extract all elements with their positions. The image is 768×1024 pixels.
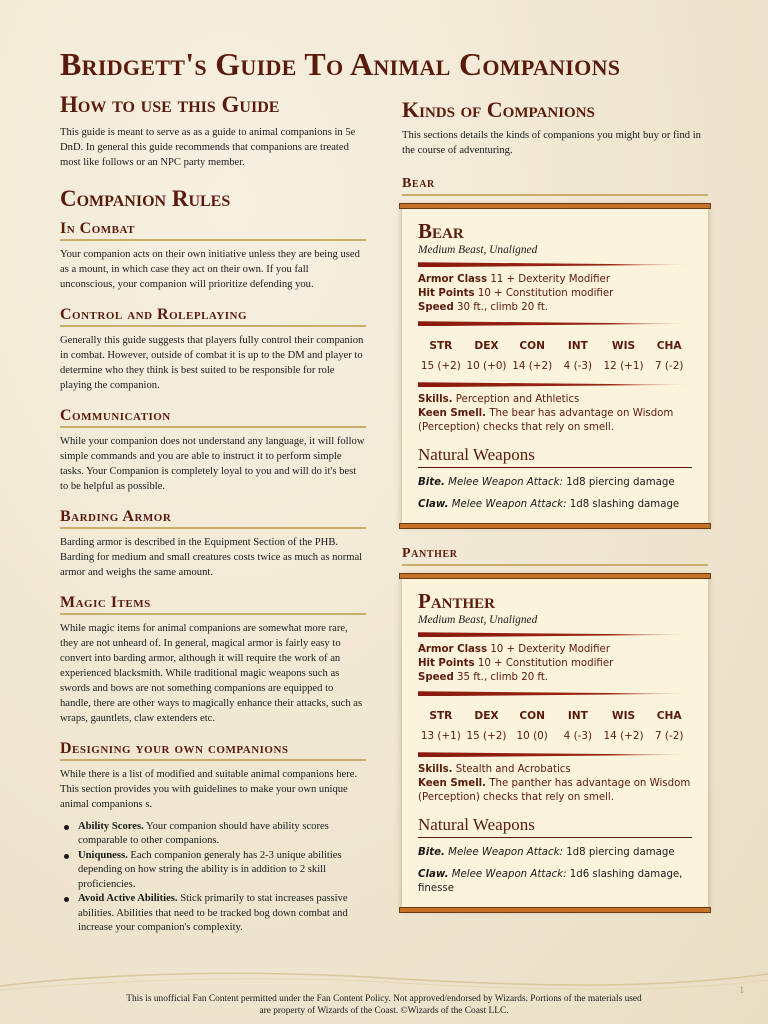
list-item xyxy=(60,820,366,849)
ability-wis xyxy=(601,710,647,742)
hit-points-label: Hit Points xyxy=(418,288,475,300)
trait-text: The bear has advantage on Wisdom xyxy=(489,408,674,420)
statblock-border-bottom xyxy=(399,523,711,529)
divider xyxy=(418,691,692,696)
natural-weapons-heading: Natural Weapons xyxy=(418,815,692,838)
ability-score: 15 (+2) xyxy=(466,730,507,743)
attack-name: Claw. xyxy=(418,869,449,881)
attack-name: Bite. xyxy=(418,477,445,489)
section-label-bear: Bear xyxy=(402,176,708,196)
section-body-communication: While your companion does not understand any language, it will follow simple commands and you are able to instruct it to perform simple tasks. Your Companion is completely loyal to you and will do it's best to be helpful as possible. xyxy=(60,435,365,492)
ability-name: WIS xyxy=(611,710,636,723)
ability-name: CHA xyxy=(656,340,682,353)
bullet-term: Ability Scores. xyxy=(78,820,144,832)
right-column xyxy=(402,98,708,910)
skills-label: Skills. xyxy=(418,394,453,406)
creature-type: Medium Beast, Unaligned xyxy=(418,614,538,627)
footer-line: This is unofficial Fan Content permitted under the Fan Content Policy. Not approved/endorsed by Wizards. Portions of the materials used xyxy=(126,994,642,1004)
statblock-bear xyxy=(402,206,708,526)
attack-type: Melee Weapon Attack: xyxy=(448,847,563,859)
ability-cha xyxy=(646,340,692,372)
skills-label: Skills. xyxy=(418,764,453,776)
skills-line xyxy=(418,393,692,407)
trait-label: Keen Smell. xyxy=(418,778,487,790)
armor-class-value: 11 + Dexterity Modifier xyxy=(490,274,611,286)
hit-points-value: 10 + Constitution modifier xyxy=(477,288,614,300)
ability-name: CHA xyxy=(656,710,682,723)
page-title: Bridgett's Guide To Animal Companions xyxy=(60,46,621,82)
ability-con xyxy=(509,710,555,742)
trait-line xyxy=(418,777,692,791)
divider xyxy=(418,321,692,326)
bullet-text: Stick primarily to stat increases passive abilities. Abilities that need to be tracked bog down combat and increase your companion's complexity. xyxy=(78,893,348,934)
bullet-text: Each companion generaly has 2-3 unique abilities depending on how string the ability is in addition to 2 skill proficiencies. xyxy=(78,849,342,890)
trait-line-continued: (Perception) checks that rely on smell. xyxy=(418,422,615,434)
ability-name: CON xyxy=(519,340,545,353)
skills-value: Perception and Athletics xyxy=(455,394,580,406)
ability-score: 4 (-3) xyxy=(563,360,593,373)
ability-score: 4 (-3) xyxy=(563,730,593,743)
footer-legal xyxy=(40,993,728,1017)
bullet-term: Avoid Active Abilities. xyxy=(78,893,178,905)
divider xyxy=(418,382,692,387)
bullet-text: Your companion should have ability scores comparable to other companions. xyxy=(78,820,329,847)
speed-line xyxy=(418,301,692,315)
section-heading-designing: Designing your own companions xyxy=(60,740,366,761)
bullet-icon xyxy=(64,825,69,830)
section-label-panther: Panther xyxy=(402,546,708,566)
ability-score: 7 (-2) xyxy=(655,360,684,373)
kinds-heading: Kinds of Companions xyxy=(402,97,595,122)
bullet-term: Uniquness. xyxy=(78,849,128,861)
ability-con xyxy=(509,340,555,372)
section-heading-in-combat: In Combat xyxy=(60,220,366,241)
attack-bite xyxy=(418,476,692,490)
attack-type: Melee Weapon Attack: xyxy=(448,477,563,489)
ability-dex xyxy=(464,710,510,742)
statblock-border-bottom xyxy=(399,907,711,913)
ability-int xyxy=(555,710,601,742)
section-body-barding: Barding armor is described in the Equipment Section of the PHB. Barding for medium and small creatures costs twice as much as normal armor and weighs the same amount. xyxy=(60,536,363,578)
ability-name: STR xyxy=(429,340,453,353)
attack-name: Claw. xyxy=(418,499,449,511)
footer-line: are property of Wizards of the Coast. ©Wizards of the Coast LLC. xyxy=(259,1006,509,1016)
creature-name: Bear xyxy=(418,219,464,244)
divider xyxy=(418,262,692,267)
companion-rules-heading: Companion Rules xyxy=(60,186,231,212)
section-body-control: Generally this guide suggests that players fully control their companion in combat. However, outside of combat it is up to the DM and player to determine who they think is best suited to be responsible for role playing the companion. xyxy=(60,334,364,391)
ability-dex xyxy=(464,340,510,372)
attack-name: Bite. xyxy=(418,847,445,859)
skills-value: Stealth and Acrobatics xyxy=(455,764,571,776)
attack-type: Melee Weapon Attack: xyxy=(451,499,567,511)
footer-ornament xyxy=(0,968,768,996)
divider xyxy=(418,632,692,637)
trait-line xyxy=(418,407,692,421)
armor-class-label: Armor Class xyxy=(418,274,488,286)
ability-name: DEX xyxy=(474,710,499,723)
speed-value: 30 ft., climb 20 ft. xyxy=(457,302,549,314)
section-heading-communication: Communication xyxy=(60,407,366,428)
statblock-border-top xyxy=(399,573,711,579)
speed-label: Speed xyxy=(418,672,454,684)
ability-name: INT xyxy=(567,710,588,723)
hit-points-label: Hit Points xyxy=(418,658,475,670)
trait-text: The panther has advantage on Wisdom xyxy=(489,778,691,790)
list-item xyxy=(60,849,366,893)
design-guidelines-list xyxy=(60,820,366,936)
how-to-body: This guide is meant to serve as as a guide to animal companions in 5e DnD. In general this guide recommends that companions are treated most like follows or an NPC party member. xyxy=(60,127,356,169)
statblock-panther xyxy=(402,576,708,910)
attack-type: Melee Weapon Attack: xyxy=(451,869,567,881)
speed-line xyxy=(418,671,692,685)
ability-int xyxy=(555,340,601,372)
ability-str xyxy=(418,710,464,742)
creature-name: Panther xyxy=(418,589,496,614)
ability-scores xyxy=(418,702,692,746)
divider xyxy=(418,752,692,757)
attack-claw xyxy=(418,868,692,896)
how-to-heading: How to use this Guide xyxy=(60,92,280,117)
section-body-magic-items: While magic items for animal companions are somewhat more rare, they are not unheard of. In general, magical armor is fairly easy to convert into barding armor, although it will require the work of an experienced blacksmith. While traditional magic weapons such as swords and bows are not something companions are equipped to handle, there are other ways to magically enhance their attacks, such as wraps, gauntlets, claw extenders etc. xyxy=(60,622,363,724)
ability-scores xyxy=(418,332,692,376)
ability-score: 12 (+1) xyxy=(603,360,644,373)
section-body-designing: While there is a list of modified and suitable animal companions here. This section provides you with guidelines to make your own unique animal companions s. xyxy=(60,768,358,810)
section-heading-control: Control and Roleplaying xyxy=(60,306,366,327)
armor-class-line xyxy=(418,273,692,287)
page-number: 1 xyxy=(739,985,744,995)
attack-bite xyxy=(418,846,692,860)
attack-damage: 1d6 slashing damage, finesse xyxy=(418,869,683,895)
ability-name: WIS xyxy=(611,340,636,353)
ability-name: CON xyxy=(519,710,545,723)
trait-label: Keen Smell. xyxy=(418,408,487,420)
hit-points-line xyxy=(418,657,692,671)
natural-weapons-heading: Natural Weapons xyxy=(418,445,692,468)
ability-score: 10 (0) xyxy=(516,730,548,743)
armor-class-value: 10 + Dexterity Modifier xyxy=(490,644,611,656)
statblock-border-top xyxy=(399,203,711,209)
ability-name: DEX xyxy=(474,340,499,353)
armor-class-label: Armor Class xyxy=(418,644,488,656)
ability-name: STR xyxy=(429,710,453,723)
ability-wis xyxy=(601,340,647,372)
creature-type: Medium Beast, Unaligned xyxy=(418,244,538,257)
section-heading-barding: Barding Armor xyxy=(60,508,366,529)
ability-score: 13 (+1) xyxy=(420,730,461,743)
ability-cha xyxy=(646,710,692,742)
armor-class-line xyxy=(418,643,692,657)
bullet-icon xyxy=(64,897,69,902)
bullet-icon xyxy=(64,854,69,859)
trait-line-continued: (Perception) checks that rely on smell. xyxy=(418,792,615,804)
ability-name: INT xyxy=(567,340,588,353)
ability-score: 10 (+0) xyxy=(466,360,507,373)
attack-damage: 1d8 slashing damage xyxy=(569,499,680,511)
attack-damage: 1d8 piercing damage xyxy=(566,477,675,489)
skills-line xyxy=(418,763,692,777)
kinds-body: This sections details the kinds of companions you might buy or find in the course of adventuring. xyxy=(402,130,701,157)
ability-score: 14 (+2) xyxy=(512,360,553,373)
section-body-in-combat: Your companion acts on their own initiative unless they are being used as a mount, in which case they act on their own. If you fall unconscious, your companion will prioritize defending you. xyxy=(60,248,360,290)
hit-points-value: 10 + Constitution modifier xyxy=(477,658,614,670)
ability-str xyxy=(418,340,464,372)
ability-score: 14 (+2) xyxy=(603,730,644,743)
attack-claw xyxy=(418,498,692,512)
speed-value: 35 ft., climb 20 ft. xyxy=(457,672,549,684)
speed-label: Speed xyxy=(418,302,454,314)
section-heading-magic-items: Magic Items xyxy=(60,594,366,615)
left-column xyxy=(60,92,366,936)
ability-score: 7 (-2) xyxy=(655,730,684,743)
list-item xyxy=(60,892,366,936)
hit-points-line xyxy=(418,287,692,301)
attack-damage: 1d8 piercing damage xyxy=(566,847,675,859)
ability-score: 15 (+2) xyxy=(420,360,461,373)
